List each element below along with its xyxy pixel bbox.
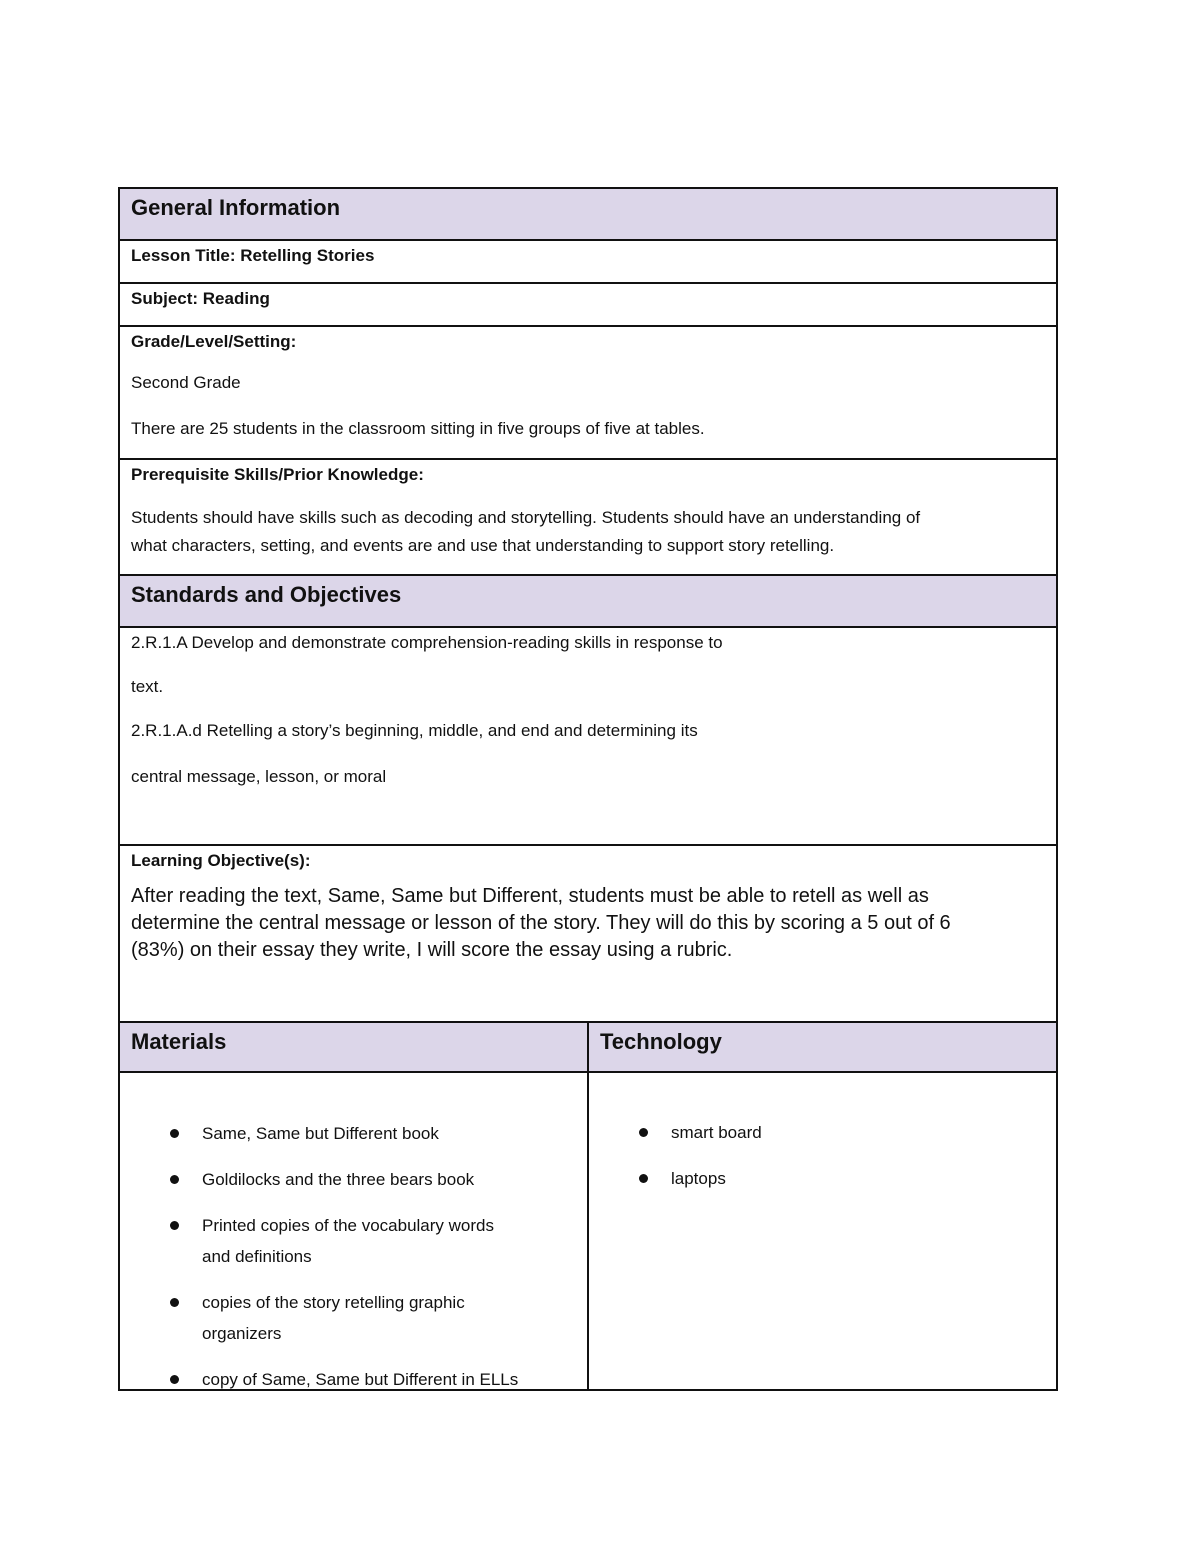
technology-item: smart board [589, 1117, 1056, 1148]
prereq-line-2: what characters, setting, and events are and use that understanding to support story retelling. [131, 536, 835, 555]
prereq-label: Prerequisite Skills/Prior Knowledge: [131, 465, 424, 484]
grade-value: Second Grade [131, 373, 241, 392]
standards-row [120, 626, 1056, 844]
bullet-icon [170, 1129, 179, 1138]
materials-item: Printed copies of the vocabulary words and definitions [120, 1210, 587, 1272]
bullet-icon [170, 1375, 179, 1384]
technology-heading: Technology [600, 1029, 722, 1054]
materials-technology-row [120, 1071, 1056, 1389]
technology-header [589, 1023, 1056, 1071]
bullet-icon [639, 1174, 648, 1183]
objective-line-3: (83%) on their essay they write, I will score the essay using a rubric. [131, 939, 733, 961]
materials-list [120, 1118, 587, 1395]
prereq-line-1: Students should have skills such as decoding and storytelling. Students should have an understanding of [131, 508, 921, 527]
objective-line-2: determine the central message or lesson of the story. They will do this by scoring a 5 out of 6 [131, 912, 951, 934]
bullet-icon [170, 1221, 179, 1230]
materials-item: copies of the story retelling graphic organizers [120, 1287, 587, 1349]
technology-list [589, 1117, 1056, 1194]
standards-heading: Standards and Objectives [131, 582, 402, 607]
grade-setting: There are 25 students in the classroom sitting in five groups of five at tables. [131, 419, 705, 438]
technology-list-cell [589, 1073, 1056, 1389]
bullet-icon [170, 1298, 179, 1307]
standard-2-line-1: 2.R.1.A.d Retelling a story’s beginning, middle, and end and determining its [131, 721, 698, 740]
subject-row [120, 282, 1056, 325]
standard-1-line-1: 2.R.1.A Develop and demonstrate comprehension-reading skills in response to [131, 633, 723, 652]
objective-line-1: After reading the text, Same, Same but Different, students must be able to retell as well as [131, 885, 929, 907]
materials-item: copy of Same, Same but Different in ELLs [120, 1364, 587, 1395]
subject: Subject: Reading [131, 289, 270, 308]
lesson-title: Lesson Title: Retelling Stories [131, 246, 375, 265]
materials-technology-header [120, 1021, 1056, 1071]
standard-2-line-2: central message, lesson, or moral [131, 767, 387, 786]
standard-1-line-2: text. [131, 677, 164, 696]
general-information-heading: General Information [131, 195, 341, 220]
lesson-plan-table [118, 187, 1058, 1391]
materials-heading: Materials [131, 1029, 227, 1054]
bullet-icon [170, 1175, 179, 1184]
grade-row [120, 325, 1056, 458]
materials-item: Same, Same but Different book [120, 1118, 587, 1149]
lesson-title-row [120, 239, 1056, 282]
bullet-icon [639, 1128, 648, 1137]
standards-header [120, 574, 1056, 626]
grade-label: Grade/Level/Setting: [131, 332, 297, 351]
materials-header [120, 1023, 589, 1071]
prereq-row [120, 458, 1056, 574]
materials-list-cell [120, 1073, 589, 1389]
general-information-header [120, 189, 1056, 239]
learning-objective-row [120, 844, 1056, 1021]
learning-objective-label: Learning Objective(s): [131, 851, 311, 870]
materials-item: Goldilocks and the three bears book [120, 1164, 587, 1195]
technology-item: laptops [589, 1163, 1056, 1194]
